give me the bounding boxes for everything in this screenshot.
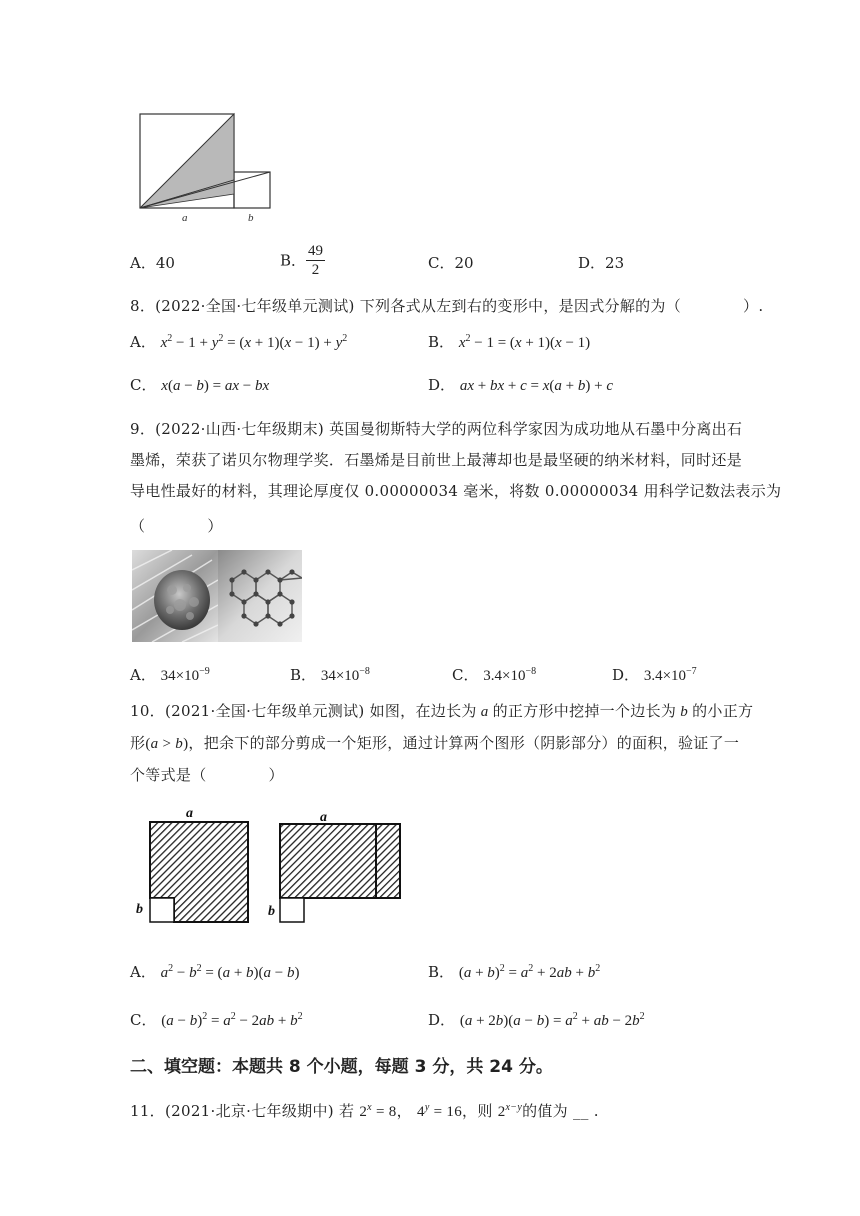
q9-option-c: C． $3.4\times 10^{-8}$ xyxy=(452,666,537,684)
q9-line-3: 导电性最好的材料，其理论厚度仅 0.00000034 毫米，将数 0.00000034 用科学记数法表示为 xyxy=(130,482,782,500)
fig-label-b-left: b xyxy=(136,902,143,917)
q9-option-a: A． $34\times 10^{-9}$ xyxy=(130,666,210,684)
q10-line-2: 形(a > b)，把余下的部分剪成一个矩形，通过计算两个图形（阴影部分）的面积，验证了一 xyxy=(130,734,740,752)
section-title: 二、填空题：本题共 8 个小题，每题 3 分，共 24 分。 xyxy=(130,1057,553,1077)
q10-line-1: 10．(2021·全国·七年级单元测试) 如图，在边长为 a 的正方形中挖掉一个边长为 b 的小正方 xyxy=(130,702,754,720)
graphene-photo xyxy=(132,550,302,642)
q9-line-1: 9．(2022·山西·七年级期末) 英国曼彻斯特大学的两位科学家因为成功地从石墨中分离出石 xyxy=(130,420,743,438)
q10-option-d: D． $(a + 2b)(a - b) = a^2$ + ab − $2b^2$ xyxy=(428,1011,645,1029)
square-to-rectangle-figure xyxy=(130,800,410,930)
q11-stem: 11．(2021·北京·七年级期中) 若 2$^x$ = 8， 4$^y$ = 16，则 $2^{x-y}$的值为 __ . xyxy=(130,1102,599,1120)
triangle-area-figure xyxy=(130,108,280,228)
q8-option-b: B． $x^2 - 1 = (x + 1)(x - 1)$ xyxy=(428,333,591,351)
q8-stem: 8．(2022·全国·七年级单元测试) 下列各式从左到右的变形中，是因式分解的为（ ）. xyxy=(130,297,764,315)
q9-option-d: D． $3.4\times 10^{-7}$ xyxy=(612,666,697,684)
q9-option-b: B． $34\times 10^{-8}$ xyxy=(290,666,370,684)
fig-label-b-right: b xyxy=(268,904,275,919)
q9-line-2: 墨烯，荣获了诺贝尔物理学奖．石墨烯是目前世上最薄却也是最坚硬的纳米材料，同时还是 xyxy=(130,451,743,469)
label-a: a xyxy=(182,212,188,224)
q10-option-a: A． $a^2 - b^2 = (a + b)(a - b)$ xyxy=(130,963,300,981)
q7-option-d: D．23 xyxy=(578,254,625,272)
q8-option-c: C． x(a − b) = ax − bx xyxy=(130,376,270,394)
q7-option-c: C．20 xyxy=(428,254,474,272)
q10-line-3: 个等式是（ ） xyxy=(130,766,284,784)
q10-option-c: C． $(a - b)^2 = a^2 - 2ab + b^2$ xyxy=(130,1011,303,1029)
q9-line-4: （ ） xyxy=(130,517,223,535)
fig-label-a-right: a xyxy=(320,810,327,825)
q7-option-b: B． $\frac{49}{2}$ xyxy=(280,243,324,278)
q8-option-a: A． $x^2 - 1 + y^2 = (x + 1)(x - 1) + y^2$ xyxy=(130,333,348,351)
q7-option-a: A．40 xyxy=(130,254,175,272)
label-b: b xyxy=(248,212,254,224)
fig-label-a-left: a xyxy=(186,806,193,821)
q8-option-d: D． ax + bx + c = x(a + b) + c xyxy=(428,376,614,394)
fraction: $\frac{49}{2}$ xyxy=(308,243,324,278)
q10-option-b: B． $(a + b)^2 = a^2 + 2ab + b^2$ xyxy=(428,963,601,981)
